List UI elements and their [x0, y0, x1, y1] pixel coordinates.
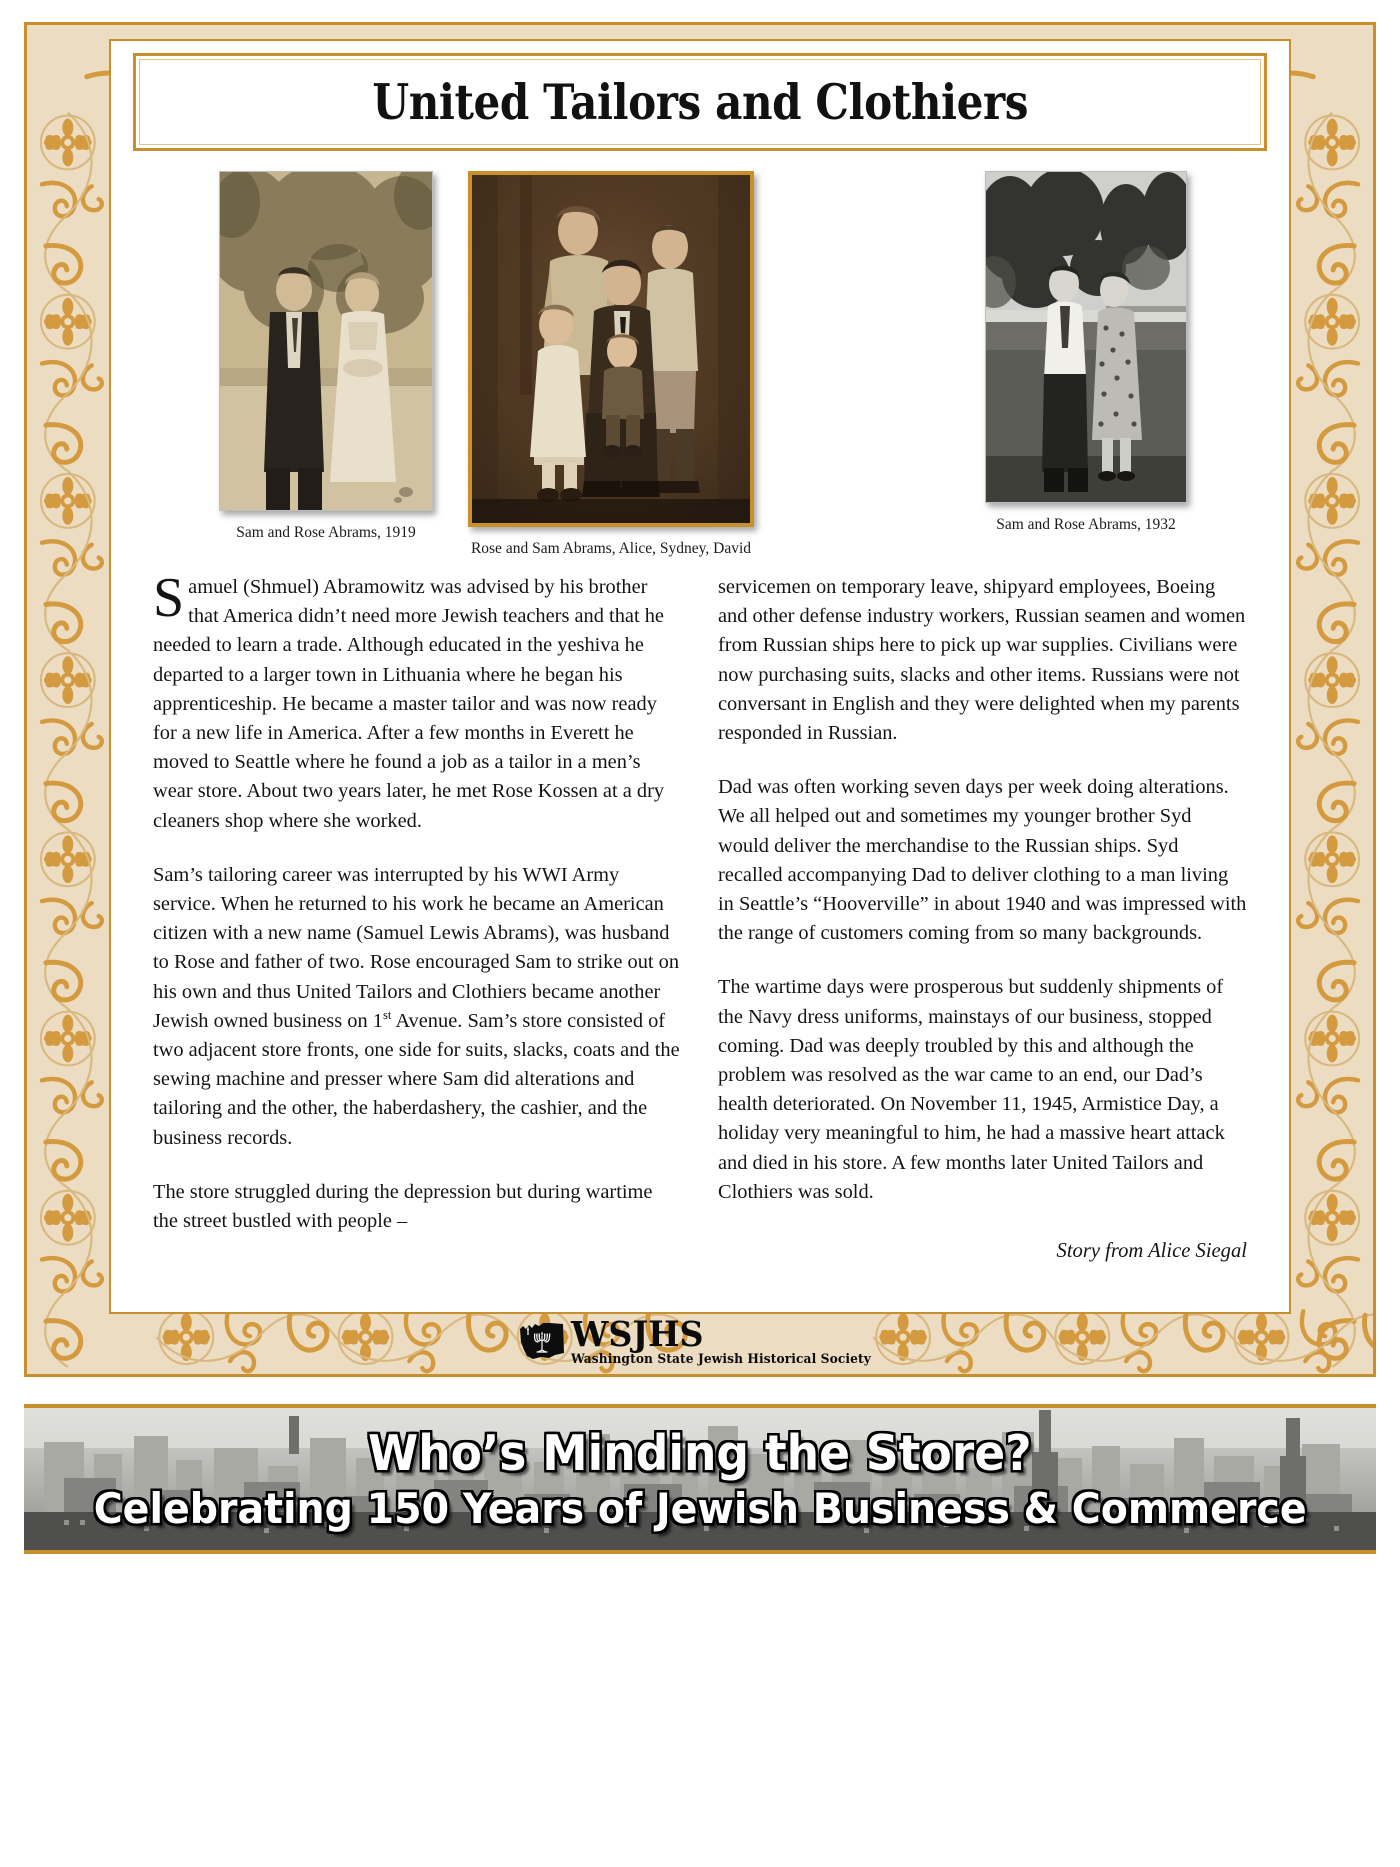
page-title: United Tailors and Clothiers [372, 73, 1028, 131]
banner-text [24, 1408, 1376, 1550]
title-box [133, 53, 1267, 151]
washington-state-silhouette-icon [519, 1320, 565, 1362]
paragraph: The wartime days were prosperous but suddenly shipments of the Navy dress uniforms, mainstays of our business, stopped coming. Dad was deeply troubled by this and although the problem was resolved as the war came to an end, our Dad’s health deteriorated. On November 11, 1945, Armistice Day, a holiday very meaningful to him, he had a massive heart attack and died in his store. A few months later United Tailors and Clothiers was sold. [718, 976, 1225, 1203]
photo-frame [219, 171, 433, 511]
paragraph: The store struggled during the depression but during wartime the street bustled with people – [153, 1180, 653, 1233]
logo-full-name: Washington State Jewish Historical Society [571, 1350, 872, 1366]
paragraph: servicemen on temporary leave, shipyard employees, Boeing and other defense industry workers, Russian seamen and women from Russian ships here to pick up war supplies. Civilians were now purchasing suits, slacks and other items. Russians were not conversant in English and they were delighted when my parents responded in Russian. [718, 576, 1246, 745]
ordinal-superscript: st [382, 1008, 392, 1023]
photo-caption: Sam and Rose Abrams, 1932 [996, 516, 1176, 533]
article [153, 567, 1247, 1298]
banner-headline: Who’s Minding the Store? [368, 1425, 1032, 1482]
photo-sam-rose-1919 [219, 171, 433, 542]
photo-frame [985, 171, 1187, 503]
logo-acronym: WSJHS [571, 1313, 704, 1355]
article-column-left [153, 567, 682, 1298]
exhibit-banner [24, 1404, 1376, 1554]
wsjhs-logo [27, 1313, 1373, 1366]
photo-row [133, 171, 1267, 556]
paragraph: Dad was often working seven days per week doing alterations. We all helped out and sometimes my younger brother Syd would deliver the merchandise to the Russian ships. Syd recalled accompanying Dad to deliver clothing to a man living in Seattle’s “Hooverville” in about 1940 and was impressed with the range of customers coming from so many backgrounds. [718, 776, 1247, 945]
photo-frame [468, 171, 754, 527]
photo-sam-rose-1932 [985, 171, 1187, 534]
poster-content-page [109, 39, 1291, 1314]
poster [24, 22, 1376, 1377]
paragraph: Samuel (Shmuel) Abramowitz was advised by his brother that America didn’t need more Jewish teachers and that he needed to learn a trade. Although educated in the yeshiva he departed to a larger town in Lithuania where he began his apprenticeship. He became a master tailor and was now ready for a new life in America. After a few months in Everett he moved to Seattle where he found a job as a tailor in a men’s wear store. About two years later, he met Rose Kossen at a dry cleaners shop where she worked. [153, 567, 665, 832]
paragraph-part-a: Sam’s tailoring career was interrupted by his WWI Army service. When he returned to his work he became an American citizen with a new name (Samuel Lewis Abrams), was husband to Rose and father of two. Rose encouraged Sam to strike out on his own and thus United Tailors and Clothiers became another Jewish owned business on 1 [153, 863, 680, 1032]
photo-family-portrait [468, 171, 754, 558]
article-column-right [718, 573, 1247, 1298]
paragraph-part-b: Avenue. Sam’s store consisted of two adjacent store fronts, one side for suits, slacks, coats and the sewing machine and presser where Sam did alterations and tailoring and the other, the haberdashery, the cashier, and the business records. [153, 1009, 680, 1149]
byline: Story from Alice Siegal [1056, 1240, 1247, 1263]
photo-caption: Sam and Rose Abrams, 1919 [236, 524, 416, 541]
paragraph [153, 861, 682, 1153]
photo-caption: Rose and Sam Abrams, Alice, Sydney, David [470, 540, 752, 557]
banner-subheadline: Celebrating 150 Years of Jewish Business & Commerce [93, 1484, 1307, 1533]
